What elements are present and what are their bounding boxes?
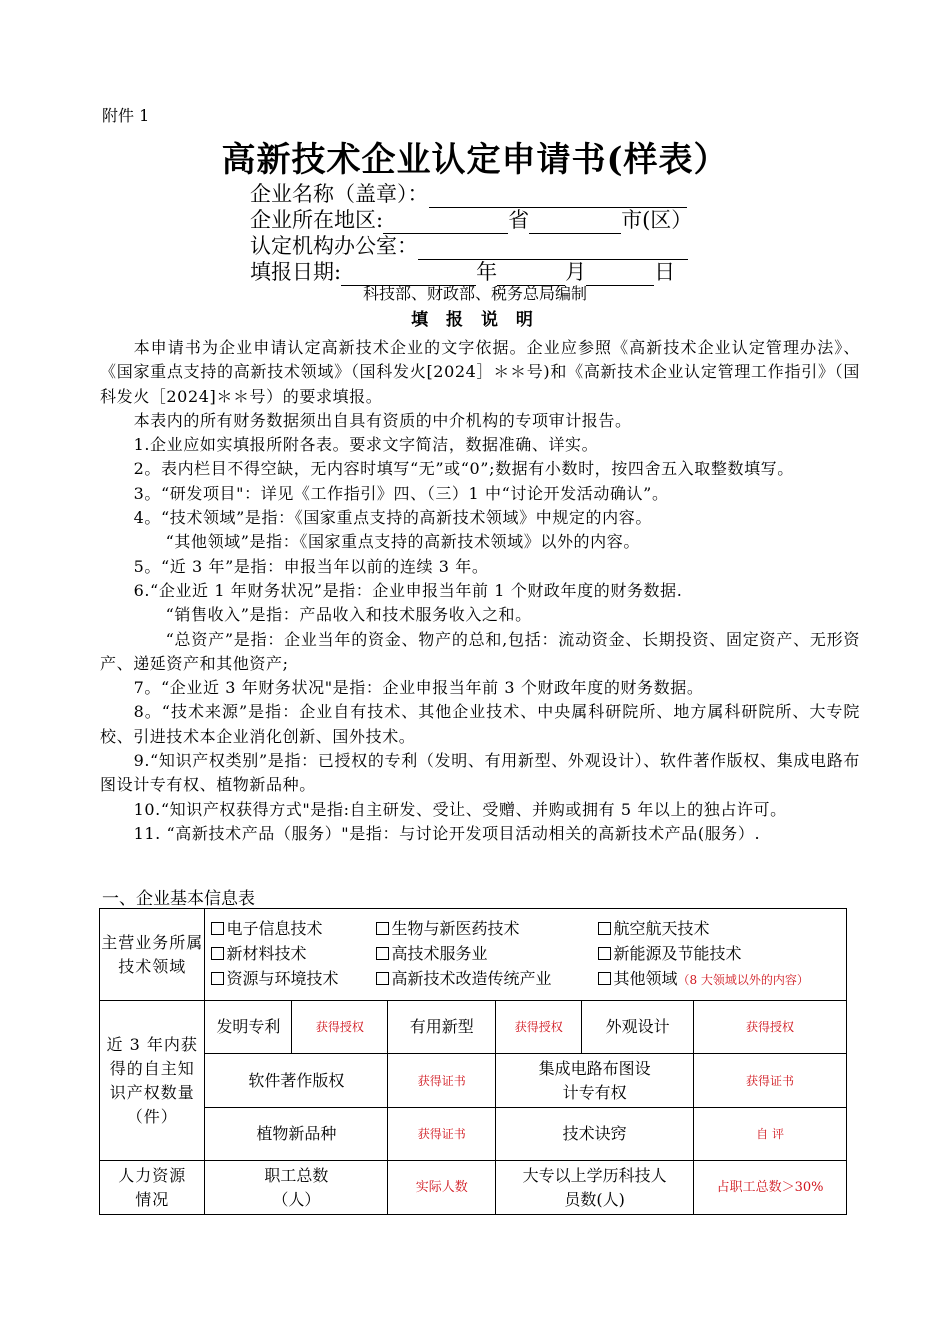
instruction-item: 7。“企业近 3 年财务状况"是指：企业申报当年前 3 个财政年度的财务数据。 <box>133 678 704 698</box>
instruction-item: “总资产”是指：企业当年的资金、物产的总和,包括：流动资金、长期投资、固定资产、无形资产、递延资产和其他资产; <box>100 629 860 673</box>
plant-value[interactable]: 获得证书 <box>388 1108 496 1161</box>
instruction-item: 8。“技术来源”是指：企业自有技术、其他企业技术、中央属科研院所、地方属科研院所、大专院校、引进技术本企业消化创新、国外技术。 <box>100 702 860 746</box>
software-value[interactable]: 获得证书 <box>388 1054 496 1108</box>
college-staff-label: 大专以上学历科技人员数(人) <box>496 1161 694 1215</box>
ip-row <box>100 1108 847 1161</box>
ip-row <box>100 1054 847 1108</box>
instruction-paragraph: 本申请书为企业申请认定高新技术企业的文字依据。企业应参照《高新技术企业认定管理办法》、《国家重点支持的高新技术领域》（国科发火[2024］＊＊号)和《高新技术企业认定管理工作指引》（国科发火［2024]＊＊号）的要求填报。 <box>100 338 860 406</box>
office-field: 认定机构办公室： <box>250 230 688 260</box>
page-title: 高新技术企业认定申请书(样表） <box>221 140 729 180</box>
compiler-line: 科技部、财政部、税务总局编制 <box>362 284 587 303</box>
design-value[interactable]: 获得授权 <box>694 1001 847 1054</box>
instruction-paragraph: 本表内的所有财务数据须出自具有资质的中介机构的专项审计报告。 <box>133 410 632 430</box>
checkbox-icon[interactable] <box>376 947 389 960</box>
invention-value[interactable]: 获得授权 <box>292 1001 388 1054</box>
instruction-item: 11. “高新技术产品（服务）"是指：与讨论开发项目活动相关的高新技术产品(服务）. <box>133 823 761 843</box>
invention-label: 发明专利 <box>205 1001 292 1054</box>
instruction-item: 9.“知识产权类别”是指：已授权的专利（发明、有用新型、外观设计）、软件著作版权、集成电路布图设计专有权、植物新品种。 <box>100 751 860 795</box>
domain-label: 主营业务所属技术领域 <box>100 909 205 1001</box>
checkbox-icon[interactable] <box>598 947 611 960</box>
ip-row <box>100 1001 847 1054</box>
hr-label: 人力资源情况 <box>100 1161 205 1215</box>
location-field: 企业所在地区: 省 市(区） <box>250 208 693 232</box>
checkbox-icon[interactable] <box>598 972 611 985</box>
domain-option[interactable]: 航空航天技术 <box>598 916 846 941</box>
domain-row <box>100 909 847 1001</box>
checkbox-icon[interactable] <box>376 922 389 935</box>
domain-option[interactable]: 生物与新医药技术 <box>376 916 598 941</box>
notes-title: 填 报 说 明 <box>411 310 539 330</box>
instruction-item: 5。“近 3 年”是指：申报当年以前的连续 3 年。 <box>133 556 489 576</box>
ic-label: 集成电路布图设计专有权 <box>496 1054 694 1108</box>
domain-option[interactable]: 高新技术改造传统产业 <box>376 966 598 993</box>
instruction-item: 10.“知识产权获得方式"是指:自主研发、受让、受赠、并购或拥有 5 年以上的独占许可。 <box>133 799 787 819</box>
instruction-item: “其他领域”是指：《国家重点支持的高新技术领域》以外的内容。 <box>165 532 640 552</box>
plant-label: 植物新品种 <box>205 1108 388 1161</box>
utility-value[interactable]: 获得授权 <box>496 1001 582 1054</box>
checkbox-icon[interactable] <box>598 922 611 935</box>
date-field: 填报日期: 年 月 日 <box>250 260 676 284</box>
checkbox-icon[interactable] <box>211 972 224 985</box>
staff-total-label: 职工总数（人） <box>205 1161 388 1215</box>
domain-option[interactable]: 高技术服务业 <box>376 941 598 966</box>
domain-options <box>205 909 847 1001</box>
domain-option[interactable]: 新能源及节能技术 <box>598 941 846 966</box>
company-name-field: 企业名称（盖章）： <box>250 178 687 208</box>
instruction-item: 2。表内栏目不得空缺，无内容时填写“无”或“0”;数据有小数时，按四舍五入取整数填写。 <box>133 459 794 479</box>
instruction-item: 4。“技术领域”是指：《国家重点支持的高新技术领域》中规定的内容。 <box>133 508 652 528</box>
other-domain-note: （8 大领域以外的内容） <box>677 973 809 987</box>
ip-label: 近 3 年内获得的自主知识产权数量（件） <box>100 1001 205 1161</box>
instruction-item: “销售收入”是指：产品收入和技术服务收入之和。 <box>165 605 532 625</box>
instruction-item: 6.“企业近 1 年财务状况”是指：企业申报当年前 1 个财政年度的财务数据. <box>133 580 683 600</box>
design-label: 外观设计 <box>582 1001 694 1054</box>
college-staff-value[interactable]: 占职工总数＞30% <box>694 1161 847 1215</box>
attachment-label: 附件 1 <box>102 106 150 125</box>
domain-option[interactable]: 其他领域（8 大领域以外的内容） <box>598 966 846 993</box>
checkbox-icon[interactable] <box>211 922 224 935</box>
ic-value[interactable]: 获得证书 <box>694 1054 847 1108</box>
know-how-value[interactable]: 自 评 <box>694 1108 847 1161</box>
utility-label: 有用新型 <box>388 1001 496 1054</box>
instructions <box>100 336 860 846</box>
staff-total-value[interactable]: 实际人数 <box>388 1161 496 1215</box>
section-title: 一、企业基本信息表 <box>102 889 255 909</box>
instruction-item: 3。“研发项目"：详见《工作指引》四、（三）1 中“讨论开发活动确认”。 <box>133 483 669 503</box>
instruction-item: 1.企业应如实填报所附各表。要求文字简洁，数据准确、详实。 <box>133 435 599 455</box>
software-label: 软件著作版权 <box>205 1054 388 1108</box>
checkbox-icon[interactable] <box>376 972 389 985</box>
checkbox-icon[interactable] <box>211 947 224 960</box>
company-info-table <box>99 908 847 1215</box>
know-how-label: 技术诀窍 <box>496 1108 694 1161</box>
domain-option[interactable]: 资源与环境技术 <box>211 966 376 993</box>
domain-option[interactable]: 新材料技术 <box>211 941 376 966</box>
hr-row <box>100 1161 847 1215</box>
domain-option[interactable]: 电子信息技术 <box>211 916 376 941</box>
